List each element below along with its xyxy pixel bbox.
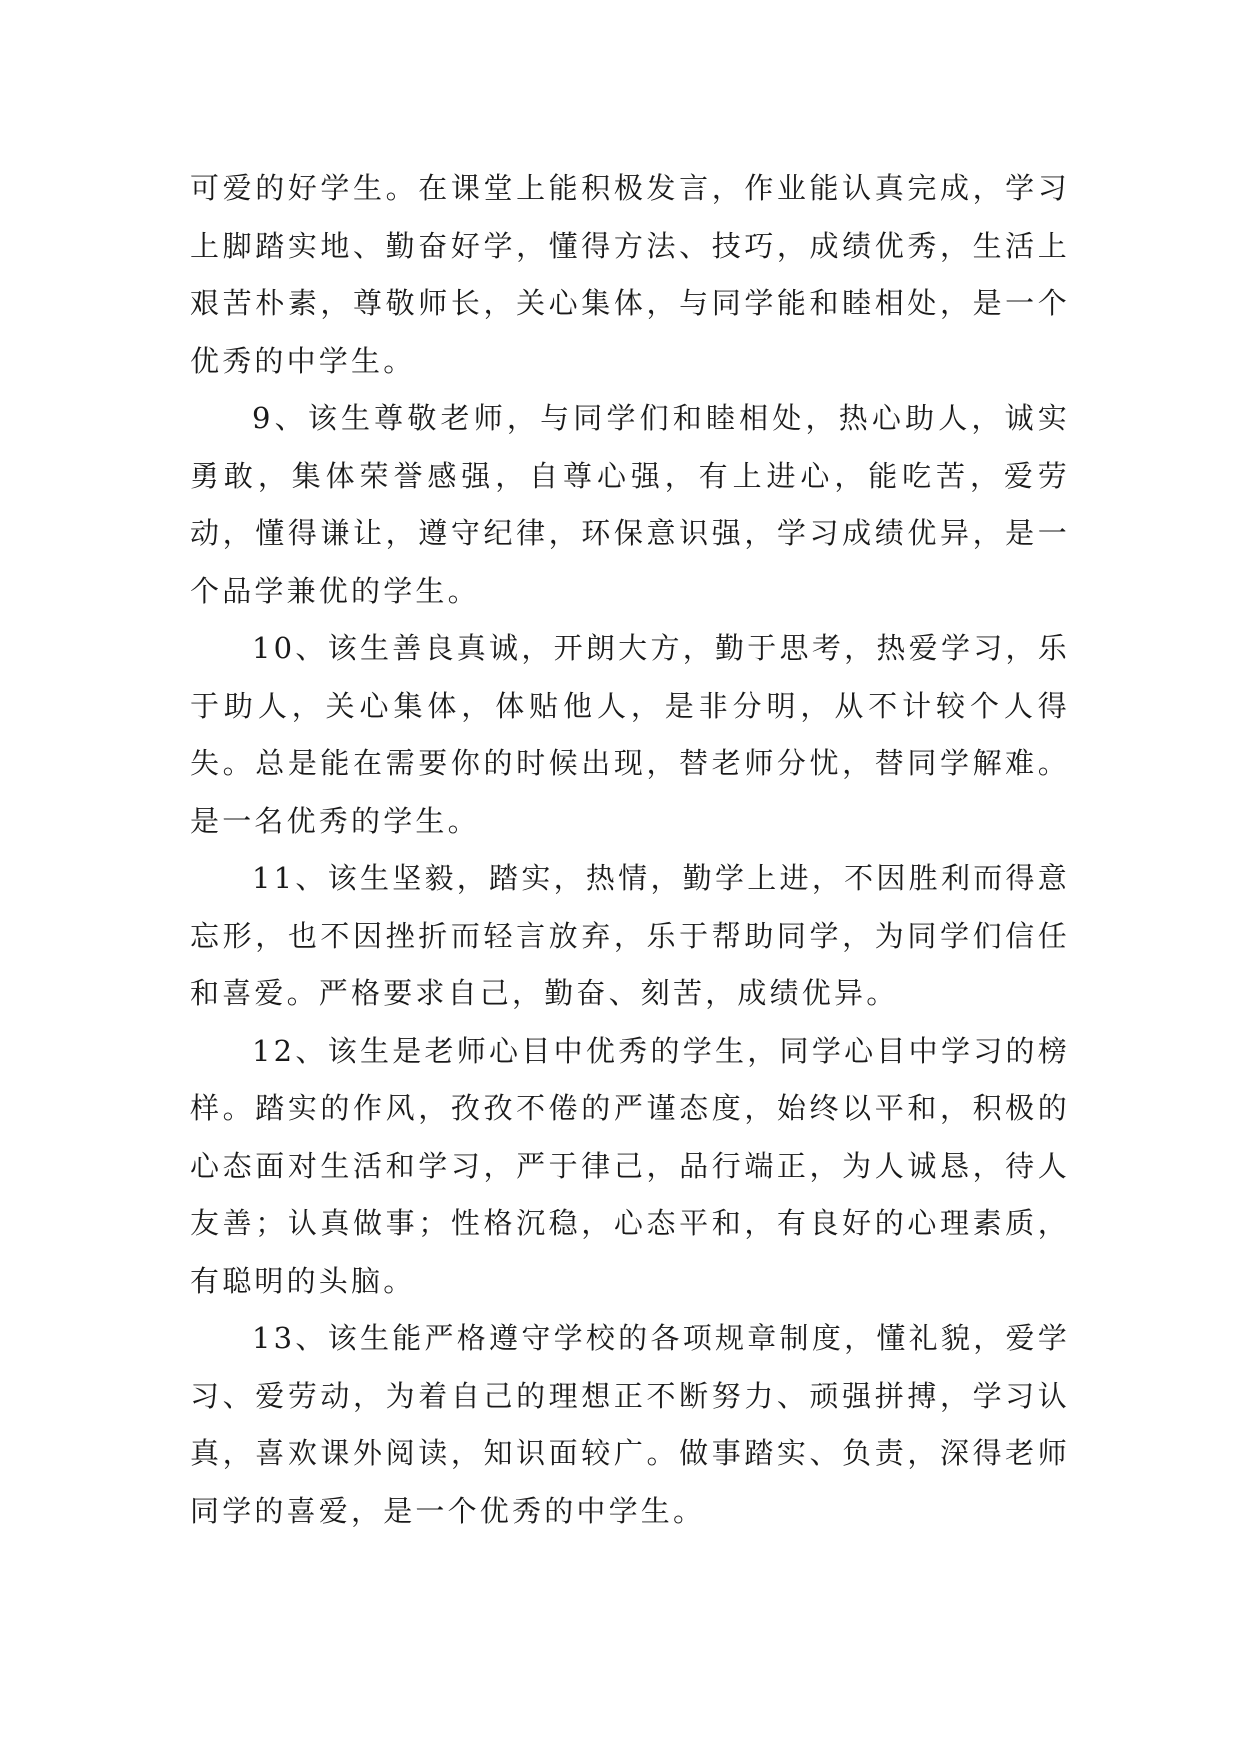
- paragraph-continued: 可爱的好学生。在课堂上能积极发言，作业能认真完成，学习上脚踏实地、勤奋好学，懂得方法、技巧，成绩优秀，生活上艰苦朴素，尊敬师长，关心集体，与同学能和睦相处，是一个优秀的中学生。: [190, 171, 1070, 378]
- paragraph-item-12: 12、该生是老师心目中优秀的学生，同学心目中学习的榜样。踏实的作风，孜孜不倦的严谨态度，始终以平和，积极的心态面对生活和学习，严于律己，品行端正，为人诚恳，待人友善；认真做事；性格沉稳，心态平和，有良好的心理素质，有聪明的头脑。: [190, 1033, 1070, 1298]
- paragraph-item-9: 9、该生尊敬老师，与同学们和睦相处，热心助人，诚实勇敢，集体荣誉感强，自尊心强，有上进心，能吃苦，爱劳动，懂得谦让，遵守纪律，环保意识强，学习成绩优异，是一个品学兼优的学生。: [190, 401, 1070, 608]
- document-body: [190, 160, 1070, 1540]
- paragraph-item-11: 11、该生坚毅，踏实，热情，勤学上进，不因胜利而得意忘形，也不因挫折而轻言放弃，乐于帮助同学，为同学们信任和喜爱。严格要求自己，勤奋、刻苦，成绩优异。: [190, 861, 1070, 1010]
- paragraph-item-13: 13、该生能严格遵守学校的各项规章制度，懂礼貌，爱学习、爱劳动，为着自己的理想正不断努力、顽强拼搏，学习认真，喜欢课外阅读，知识面较广。做事踏实、负责，深得老师同学的喜爱，是一个优秀的中学生。: [190, 1321, 1070, 1528]
- paragraph-item-10: 10、该生善良真诚，开朗大方，勤于思考，热爱学习，乐于助人，关心集体，体贴他人，是非分明，从不计较个人得失。总是能在需要你的时候出现，替老师分忧，替同学解难。是一名优秀的学生。: [190, 631, 1070, 838]
